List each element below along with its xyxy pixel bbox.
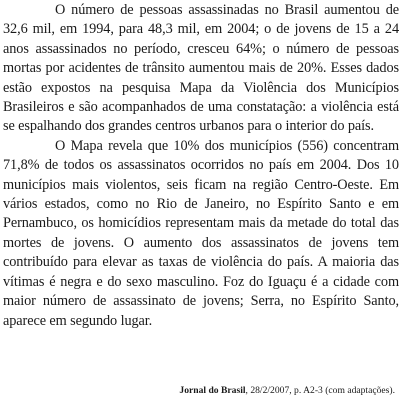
source-journal-name: Jornal do Brasil — [179, 385, 246, 396]
source-citation — [179, 385, 395, 397]
paragraph-1: O número de pessoas assassinadas no Brasil aumentou de 32,6 mil, em 1994, para 48,3 mil, em 2004; o de jovens de 15 a 24 anos assassinados no período, cresceu 64%; o número de pessoas mortas por acidentes de trânsito aumentou mais de 20%. Esses dados estão expostos na pesquisa Mapa da Violência dos Municípios Brasileiros e são acompanhados de uma constatação: a violência está se espalhando dos grandes centros urbanos para o interior do país. — [3, 2, 399, 135]
article-body — [3, 1, 399, 331]
paragraph-2: O Mapa revela que 10% dos municípios (556) concentram 71,8% de todos os assassinatos ocorridos no país em 2004. Dos 10 municípios mais violentos, seis ficam na região Centro-Oeste. Em vários estados, como no Rio de Janeiro, no Espírito Santo e em Pernambuco, os homicídios representam mais da metade do total das mortes de jovens. O aumento dos assassinatos de jovens tem contribuído para elevar as taxas de violência do país. A maioria das vítimas é negra e do sexo masculino. Foz do Iguaçu é a cidade com maior número de assassinato de jovens; Serra, no Espírito Santo, aparece em segundo lugar. — [3, 137, 399, 329]
source-details: , 28/2/2007, p. A2-3 (com adaptações). — [245, 385, 395, 396]
